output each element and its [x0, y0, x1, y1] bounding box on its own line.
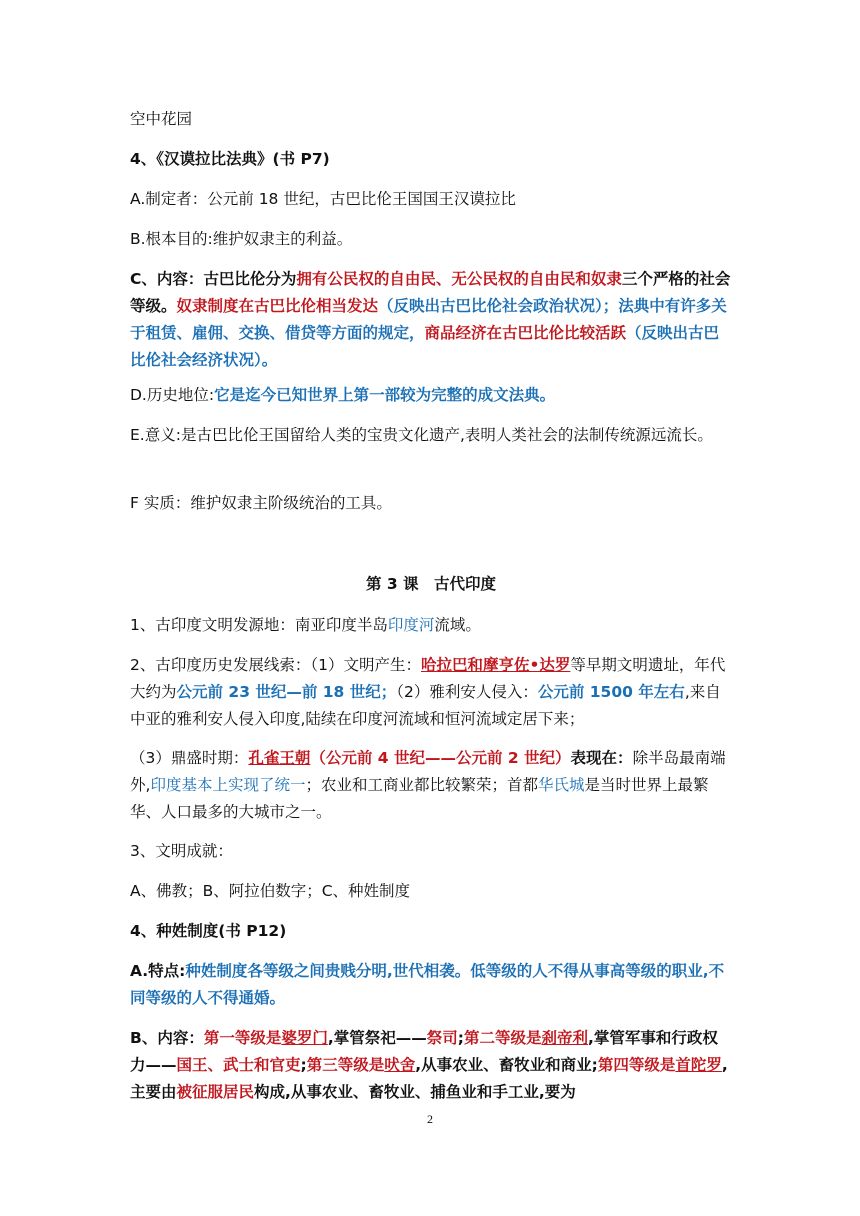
text-run: 印度基本上实现了统一 — [150, 776, 306, 794]
text-run: F 实质：维护奴隶主阶级统治的工具。 — [130, 494, 392, 512]
paragraph — [130, 838, 732, 865]
text-run: 第 3 课 古代印度 — [365, 575, 497, 593]
text-run: 首陀罗 — [675, 1056, 722, 1074]
paragraph — [130, 146, 732, 173]
text-run: B、内容： — [130, 1029, 204, 1047]
text-run: （反映出古巴比伦社会经济状况）。 — [130, 324, 720, 369]
text-run: ,掌管军事和行政权力—— — [130, 1029, 718, 1074]
text-run: A.特点: — [130, 962, 186, 980]
text-run: 4、种姓制度(书 P12) — [130, 922, 287, 940]
text-run: 种姓制度各等级之间贵贱分明,世代相袭。低等级的人不得从事高等级的职业,不同等级的人不得通婚。 — [130, 962, 725, 1007]
text-run: 第三等级是 — [306, 1056, 385, 1074]
text-run: A、佛教；B、阿拉伯数字；C、种姓制度 — [130, 882, 411, 900]
text-run: 表现在： — [570, 749, 633, 767]
text-run: 奴隶制度在古巴比伦相当发达 — [176, 297, 379, 315]
text-run: 第二等级是 — [463, 1029, 542, 1047]
text-run: （3）鼎盛时期： — [130, 749, 249, 767]
paragraph — [130, 382, 732, 409]
text-run: 2、古印度历史发展线索：（1）文明产生： — [130, 656, 421, 674]
text-run: 除半岛最南端外, — [130, 749, 726, 794]
text-run: ：公元前 18 世纪，古巴比伦王国国王汉谟拉比 — [191, 190, 516, 208]
paragraph — [130, 422, 732, 449]
text-run: 等早期文明遗址，年代大约为 — [130, 656, 726, 701]
text-run: 商品经济在古巴比伦比较活跃 — [424, 324, 627, 342]
text-run: 婆罗门 — [281, 1029, 328, 1047]
text-run: 祭司 — [426, 1029, 458, 1047]
page-number: 2 — [427, 1112, 433, 1126]
text-run: 空中花园 — [130, 110, 193, 128]
paragraph — [130, 1025, 732, 1106]
text-run: （2）雅利安人侵入： — [396, 683, 538, 701]
paragraph — [130, 226, 732, 253]
text-run: 华氏城 — [537, 776, 585, 794]
text-run: 印度河 — [387, 616, 435, 634]
text-run: （反映出古巴比伦社会政治状况）；法典中有许多关于租赁、雇佣、交换、借贷等方面的规定， — [130, 297, 727, 342]
paragraph — [130, 612, 732, 639]
text-run: E.意义:是古巴比伦王国留给人类的宝贵文化遗产,表明人类社会的法制传统源远流长。 — [130, 426, 713, 444]
text-run: ; — [457, 1029, 464, 1047]
text-run: ,主要由 — [130, 1056, 728, 1101]
paragraph — [130, 490, 732, 517]
text-run: 孔雀王朝 — [248, 749, 311, 767]
text-run: 公元前 1500 年左右 — [537, 683, 685, 701]
text-run: 第四等级是 — [597, 1056, 676, 1074]
text-run: ,掌管祭祀—— — [327, 1029, 427, 1047]
text-run: ,从事农业、畜牧业和商业; — [415, 1056, 598, 1074]
text-run: 第一等级是 — [203, 1029, 282, 1047]
text-run: C、内容：古巴比伦分为 — [130, 270, 297, 288]
text-run: 刹帝利 — [541, 1029, 588, 1047]
text-run: D.历史地位: — [130, 386, 215, 404]
text-run: 它是迄今已知世界上第一部较为完整的成文法典。 — [214, 386, 556, 404]
paragraph — [130, 918, 732, 945]
text-run: 吠舍 — [384, 1056, 416, 1074]
text-run: 被征服居民 — [176, 1083, 255, 1101]
text-run: A.制定者 — [130, 190, 192, 208]
text-run: ,来自中亚的雅利安人侵入印度,陆续在印度河流域和恒河流域定居下来； — [130, 683, 721, 728]
text-run: ；农业和工商业都比较繁荣；首都 — [305, 776, 538, 794]
text-run: 构成,从事农业、畜牧业、捕鱼业和手工业,要为 — [254, 1083, 576, 1101]
text-run: ; — [300, 1056, 307, 1074]
text-run: 流域。 — [434, 616, 481, 634]
text-run: 4、《汉谟拉比法典》(书 P7) — [130, 150, 330, 168]
text-run: 国王、武士和官吏 — [176, 1056, 301, 1074]
text-run: B.根本目的:维护奴隶主的利益。 — [130, 230, 353, 248]
text-run: 3、文明成就： — [130, 842, 233, 860]
text-run: 是当时世界上最繁华、人口最多的大城市之一。 — [130, 776, 709, 821]
text-run: （公元前 4 世纪——公元前 2 世纪） — [310, 749, 571, 767]
text-run: 三个严格的社会等级。 — [130, 270, 731, 315]
paragraph — [130, 878, 732, 905]
paragraph — [130, 958, 732, 1012]
text-run: 拥有公民权的自由民、无公民权的自由民和奴隶 — [296, 270, 622, 288]
paragraph — [130, 186, 732, 213]
paragraph — [130, 745, 732, 826]
section-heading — [130, 571, 732, 598]
text-run: 公元前 23 世纪—前 18 世纪； — [176, 683, 397, 701]
paragraph — [130, 266, 732, 374]
paragraph — [130, 106, 732, 133]
paragraph — [130, 652, 732, 733]
text-run: 哈拉巴和摩亨佐•达罗 — [420, 656, 571, 674]
text-run: 1、古印度文明发源地：南亚印度半岛 — [130, 616, 388, 634]
